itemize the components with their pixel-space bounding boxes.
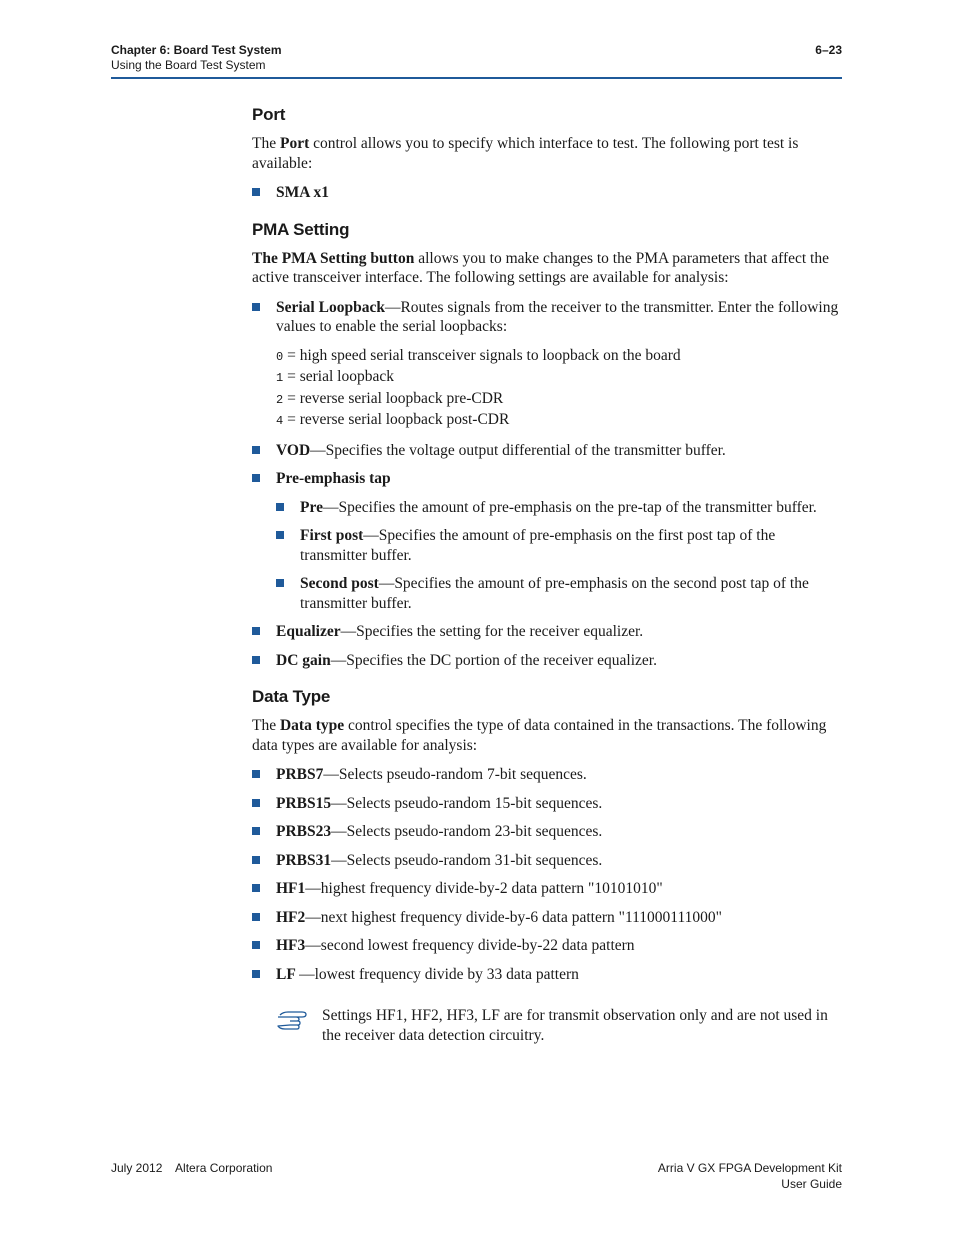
list-item: HF1—highest frequency divide-by-2 data pattern "10101010" xyxy=(252,879,844,899)
loopback-value: 4 = reverse serial loopback post-CDR xyxy=(276,411,510,428)
bullet-icon xyxy=(252,446,260,454)
list-item: Second post—Specifies the amount of pre-emphasis on the second post tap of the transmitter buffer. xyxy=(276,574,844,613)
header-rule xyxy=(111,77,842,79)
list-item: PRBS7—Selects pseudo-random 7-bit sequences. xyxy=(252,765,844,785)
pointing-hand-icon xyxy=(276,1008,310,1030)
section-subtitle: Using the Board Test System xyxy=(111,58,266,72)
bullet-icon xyxy=(252,656,260,664)
bullet-icon xyxy=(276,531,284,539)
chapter-title: Chapter 6: Board Test System xyxy=(111,43,282,57)
list-item: SMA x1 xyxy=(252,183,844,203)
bullet-icon xyxy=(252,827,260,835)
list-item: HF3—second lowest frequency divide-by-22 data pattern xyxy=(252,936,844,956)
data-type-heading: Data Type xyxy=(252,687,331,706)
loopback-value: 2 = reverse serial loopback pre-CDR xyxy=(276,389,504,407)
bullet-icon xyxy=(252,856,260,864)
list-item: Pre-emphasis tap Pre—Specifies the amount of pre-emphasis on the pre-tap of the transmitter buffer. First post—Specifies the amount of pre-emphasis on the first post tap of the transmitter buffer. Second post—Specifies the amount of pre-emphasis on the second post tap of the transmitter buffer. xyxy=(252,469,844,613)
footer-doc-type: User Guide xyxy=(781,1177,842,1191)
bullet-icon xyxy=(276,579,284,587)
page-body xyxy=(252,104,844,1045)
list-item: Serial Loopback—Routes signals from the receiver to the transmitter. Enter the following values to enable the serial loopbacks: 0 = high speed serial transceiver signals to loopback on the board 1 = serial loopback 2 = reverse serial loopback pre-CDR 4 = reverse serial loopback post-CDR xyxy=(252,298,844,432)
list-item: LF —lowest frequency divide by 33 data pattern xyxy=(252,965,844,985)
bullet-icon xyxy=(252,884,260,892)
list-item: HF2—next highest frequency divide-by-6 data pattern "111000111000" xyxy=(252,908,844,928)
pma-intro: The PMA Setting button allows you to make changes to the PMA parameters that affect the active transceiver interface. The following settings are available for analysis: xyxy=(252,249,829,286)
loopback-value: 1 = serial loopback xyxy=(276,368,394,385)
port-intro: The Port control allows you to specify which interface to test. The following port test is available: xyxy=(252,135,799,172)
note xyxy=(252,1006,844,1045)
bullet-icon xyxy=(252,474,260,482)
footer-doc-info xyxy=(658,1160,842,1192)
pma-heading: PMA Setting xyxy=(252,219,350,239)
data-type-list xyxy=(252,765,844,984)
list-item: Pre—Specifies the amount of pre-emphasis on the pre-tap of the transmitter buffer. xyxy=(276,498,844,518)
list-item: DC gain—Specifies the DC portion of the receiver equalizer. xyxy=(252,651,844,671)
bullet-icon xyxy=(252,970,260,978)
pma-list xyxy=(252,298,844,671)
list-item: PRBS15—Selects pseudo-random 15-bit sequences. xyxy=(252,794,844,814)
footer-date-company: July 2012 Altera Corporation xyxy=(111,1161,273,1175)
bullet-icon xyxy=(252,188,260,196)
bullet-icon xyxy=(252,627,260,635)
footer-doc-title: Arria V GX FPGA Development Kit xyxy=(657,1161,842,1175)
list-item: VOD—Specifies the voltage output differential of the transmitter buffer. xyxy=(252,441,844,461)
bullet-icon xyxy=(252,941,260,949)
list-item: PRBS31—Selects pseudo-random 31-bit sequences. xyxy=(252,851,844,871)
page-footer xyxy=(111,1160,842,1191)
preemphasis-list xyxy=(276,498,844,614)
list-item: PRBS23—Selects pseudo-random 23-bit sequences. xyxy=(252,822,844,842)
bullet-icon xyxy=(252,799,260,807)
bullet-icon xyxy=(252,770,260,778)
loopback-values xyxy=(276,346,844,432)
bullet-icon xyxy=(252,303,260,311)
list-item: Equalizer—Specifies the setting for the receiver equalizer. xyxy=(252,622,844,642)
data-type-intro: The Data type control specifies the type of data contained in the transactions. The following data types are available for analysis: xyxy=(252,717,827,754)
list-item: First post—Specifies the amount of pre-emphasis on the first post tap of the transmitter buffer. xyxy=(276,526,844,565)
bullet-icon xyxy=(252,913,260,921)
port-heading: Port xyxy=(252,105,286,124)
bullet-icon xyxy=(276,503,284,511)
port-list xyxy=(252,183,844,203)
note-text: Settings HF1, HF2, HF3, LF are for transmit observation only and are not used in the receiver data detection circuitry. xyxy=(322,1007,828,1044)
page-number: 6–23 xyxy=(815,43,842,57)
loopback-value: 0 = high speed serial transceiver signals to loopback on the board xyxy=(276,346,681,364)
page-header xyxy=(111,43,842,73)
